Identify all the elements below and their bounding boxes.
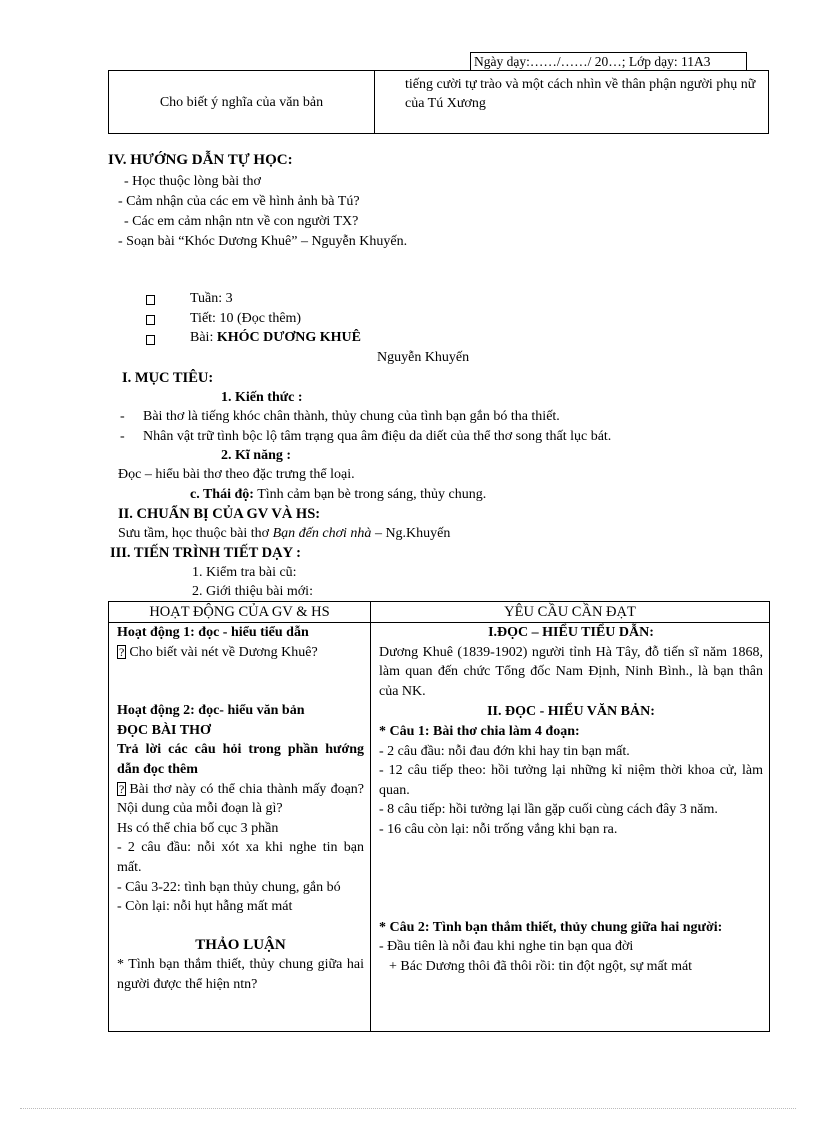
lesson-author: Nguyễn Khuyến xyxy=(377,350,470,365)
skills-label: 2. Kĩ năng : xyxy=(221,448,292,463)
square-bullet-icon xyxy=(146,315,155,325)
self-study-item: - Soạn bài “Khóc Dương Khuê” – Nguyễn Khuyến. xyxy=(118,234,408,249)
knowledge-item: Nhân vật trữ tình bộc lộ tâm trạng qua âm điệu da diết của thể thơ song thất lục bát. xyxy=(143,429,612,444)
question-2-title: * Câu 2: Tình bạn thắm thiết, thủy chung giữa hai người: xyxy=(379,919,723,935)
square-bullet-icon xyxy=(146,295,155,305)
knowledge-item: Bài thơ là tiếng khóc chân thành, thủy chung của tình bạn gắn bó tha thiết. xyxy=(143,409,560,424)
question-1-item: - 2 câu đầu: nỗi đau đớn khi hay tin bạn mất. xyxy=(379,743,630,759)
requirements-column xyxy=(371,623,770,1032)
skills-text: Đọc – hiểu bài thơ theo đặc trưng thể loại. xyxy=(118,467,355,482)
activity-2-answer: - 2 câu đầu: nỗi xót xa khi nghe tin bạn mất. xyxy=(117,840,364,875)
process-step-2: 2. Giới thiệu bài mới: xyxy=(192,584,313,599)
self-study-item: - Học thuộc lòng bài thơ xyxy=(124,174,261,189)
lesson-activity-table xyxy=(108,601,770,1032)
discussion-question: * Tình bạn thắm thiết, thủy chung giữa hai người được thể hiện ntn? xyxy=(117,957,364,992)
question-2-item: - Đầu tiên là nỗi đau khi nghe tin bạn qua đời xyxy=(379,939,634,955)
activity-2-question: Bài thơ này có thể chia thành mấy đoạn? Nội dung của mỗi đoạn là gì? xyxy=(117,781,364,817)
attitude-text: Tình cảm bạn bè trong sáng, thủy chung. xyxy=(257,487,487,502)
self-study-item: - Các em cảm nhận ntn về con người TX? xyxy=(124,214,359,229)
question-mark-icon: ? xyxy=(119,644,125,659)
attitude-label: c. Thái độ: xyxy=(190,487,254,502)
question-1-item: - 8 câu tiếp: hồi tưởng lại lần gặp cuối cùng cách đây 3 năm. xyxy=(379,802,718,818)
question-1-item: - 12 câu tiếp theo: hồi tưởng lại những kỉ niệm thời khoa cử, làm quan. xyxy=(379,763,763,798)
activity-2-guide: Trả lời các câu hỏi trong phần hướng dẫn đọc thêm xyxy=(117,742,364,777)
preparation-text: Sưu tầm, học thuộc bài thơ Bạn đến chơi nhà – Ng.Khuyến xyxy=(118,526,451,541)
activity-1-question: Cho biết vài nét về Dương Khuê? xyxy=(129,644,318,660)
objectives-title: I. MỤC TIÊU: xyxy=(122,370,214,386)
activity-2-answer: Hs có thể chia bố cục 3 phần xyxy=(117,820,279,836)
activity-2-title: Hoạt động 2: đọc- hiểu văn bản xyxy=(117,703,305,719)
section-4-title: IV. HƯỚNG DẪN TỰ HỌC: xyxy=(108,152,293,168)
activity-1-title: Hoạt động 1: đọc - hiểu tiểu dẫn xyxy=(117,625,309,640)
section-1-text: Dương Khuê (1839-1902) người tỉnh Hà Tây, đỗ tiến sĩ năm 1868, làm quan đến chức Tổng đốc Nam Định, Ninh Bình., là bạn thân của NK. xyxy=(379,644,763,699)
process-step-1: 1. Kiểm tra bài cũ: xyxy=(192,565,297,580)
question-mark-icon: ? xyxy=(119,781,125,796)
process-title: III. TIẾN TRÌNH TIẾT DẠY : xyxy=(110,545,301,561)
table-header-activities: HOẠT ĐỘNG CỦA GV & HS xyxy=(109,602,371,623)
preparation-title: II. CHUẨN BỊ CỦA GV VÀ HS: xyxy=(118,506,321,522)
section-2-title: II. ĐỌC - HIỂU VĂN BẢN: xyxy=(487,704,655,720)
question-2-item: + Bác Dương thôi đã thôi rồi: tin đột ngột, sự mất mát xyxy=(389,958,693,974)
activities-column xyxy=(109,623,371,1032)
square-bullet-icon xyxy=(146,335,155,345)
section-1-title: I.ĐỌC – HIỂU TIỂU DẪN: xyxy=(488,625,654,640)
knowledge-label: 1. Kiến thức : xyxy=(221,390,303,405)
date-line: Ngày dạy:……/……/ 20…; Lớp dạy: 11A3 xyxy=(470,52,747,70)
self-study-item: - Cảm nhận của các em về hình ảnh bà Tú? xyxy=(118,194,360,209)
lesson-period: Tiết: 10 (Đọc thêm) xyxy=(190,311,302,326)
lesson-title-label: Bài: xyxy=(190,330,214,345)
page-footer-divider xyxy=(20,1108,796,1109)
table-header-requirements: YÊU CẦU CẦN ĐẠT xyxy=(371,602,770,623)
activity-2-answer: - Câu 3-22: tình bạn thủy chung, gắn bó xyxy=(117,879,341,895)
activity-2-subtitle: ĐỌC BÀI THƠ xyxy=(117,722,211,738)
lesson-title: KHÓC DƯƠNG KHUÊ xyxy=(216,330,361,345)
summary-answer: tiếng cười tự trào và một cách nhìn về thân phận người phụ nữ của Tú Xương xyxy=(375,71,769,134)
question-1-item: - 16 câu còn lại: nỗi trống vắng khi bạn ra. xyxy=(379,821,618,837)
summary-table xyxy=(108,70,769,134)
summary-question: Cho biết ý nghĩa của văn bản xyxy=(109,71,375,134)
discussion-title: THẢO LUẬN xyxy=(195,936,286,953)
activity-2-answer: - Còn lại: nỗi hụt hẫng mất mát xyxy=(117,899,293,915)
lesson-week: Tuần: 3 xyxy=(190,291,233,306)
question-1-title: * Câu 1: Bài thơ chia làm 4 đoạn: xyxy=(379,723,580,739)
